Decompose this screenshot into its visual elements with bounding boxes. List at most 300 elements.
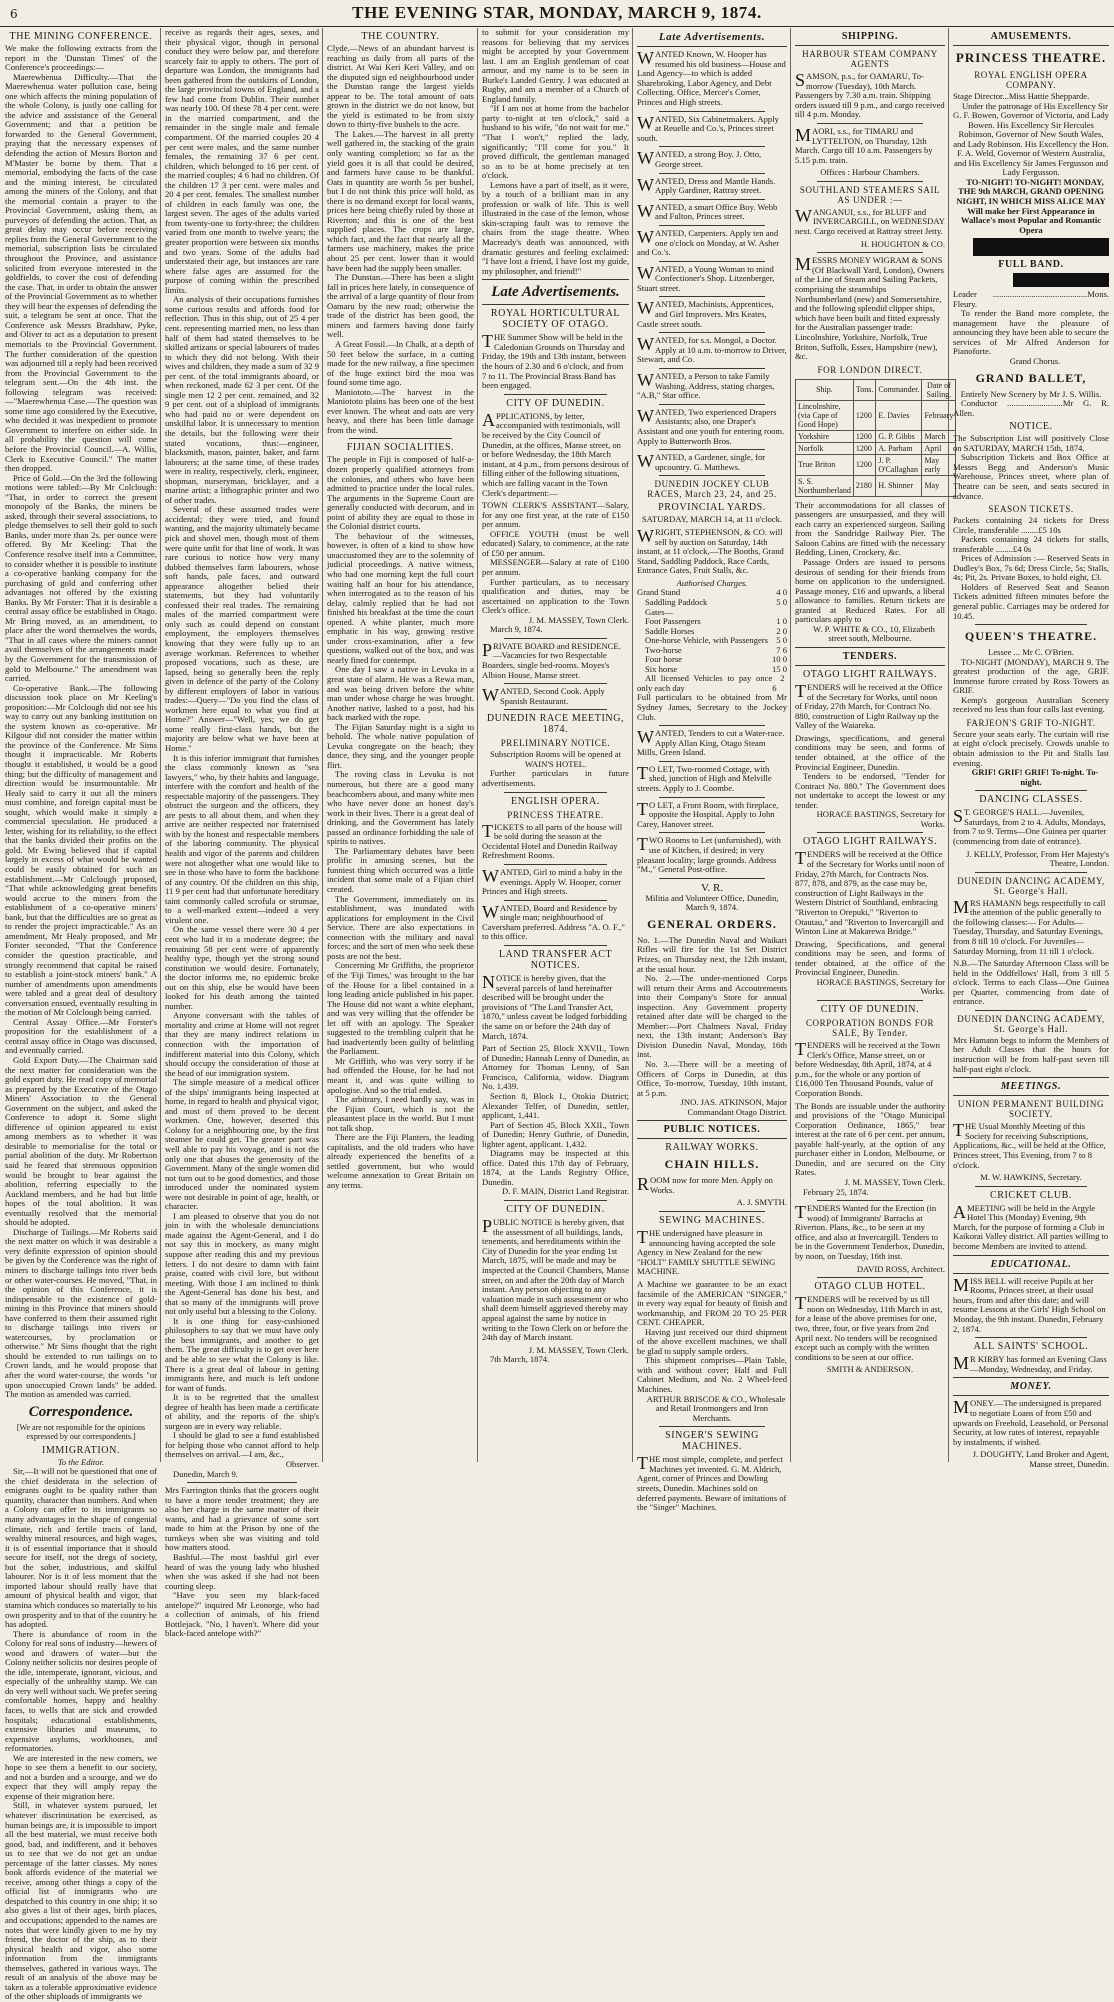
article-paragraph: Clyde.—News of an abundant harvest is reaching us daily from all parts of the district. At Wai Keri Keri Valley, and on the disputed sign ed neighbourhood under the Dunstan range the largest yields appear to be. The total amount of oats grown in the district we do not know, but the yield is estimated to be from sixty down to thirty-five bushels to the acre. bbox=[327, 43, 474, 130]
ad-line: Drawings, specifications, and general conditions may be seen, and forms of tender obtained, at the office of the Provincial Engineer, Dunedin. bbox=[795, 732, 945, 772]
ad-line: Packets containing 24 tickets for stalls, transferable ........£4 0s bbox=[953, 534, 1109, 554]
article-paragraph: The Lakes.—The harvest in all pretty well gathered in, the stacking of the grain only wanting completion; so far as the yield goes it is all that could be desired, and farmers have cause to be thankful. Oats in quantity are worth 5s per bushel, but I do not think this price will hold, as there is no demand except for local wants, prices here being chiefly ruled by those at Riverton; and this is one of the best supplied places. The crops are large, which fact, and the fact that nearly all the farmers use machinery, makes the price about 25 per cent. lower than it would have been had the supply been smaller. bbox=[327, 128, 474, 273]
charge-label: All licensed Vehicles to pay once only each day bbox=[637, 673, 773, 693]
article-paragraph: Price of Gold.—On the 3rd the following motions were tabled:—By Mr Colclough: "That, in order to correct the present monopoly of the Banks, the miners be asked, through their several associations, to pledge themselves to sell their gold to such Banks, under more than 2s. per ounce were offered. By Mr Keeling: That the Conference resolve itself into a Committee, to consider whether it is possible to institute a co-operative banking company for the purchasing of gold and conferring other advantages not offered by the existing Banks. By Mr Forster: That it is desirable a central assay office be established in Otago. Mr Bring moved, as an amendment, to place after the word themselves the words, "That in all cases where the miners cannot avail themselves of the arrangements made by the Government for the transmission of gold to Melbourne." The amendment was carried. bbox=[5, 472, 157, 684]
ad-heading: CITY OF DUNEDIN. bbox=[506, 1203, 605, 1215]
divider bbox=[817, 252, 923, 253]
ad-heading: LAND TRANSFER ACT NOTICES. bbox=[498, 949, 613, 972]
ad-heading: UNION PERMANENT BUILDING SOCIETY. bbox=[957, 1099, 1105, 1120]
letter-paragraph: Still, in whatever system pursued, let whatever discrimination be exercised, as human beings are, it is impossible to import all the best material, we must receive both good, bad, and indifferent, and it behoves us to see that we do not get an undue percentage of the latter classes. My notes book affords evidence of the material we receive, among other things a copy of the official list of immigrants who are despatched to this country in one ship; it so also gives a list of their ages, birth places, and occupations; appended to the names are notes that were kindly given to me by my friend, the doctor of the ship, as to their physical health and vigor, also some information from the immigrants themselves, gathered in various ways. The result of an analysis of the above may be taken as a tolerable approximative evidence of the other shiploads of immigrants we bbox=[5, 1800, 157, 2002]
divider bbox=[953, 1273, 1109, 1274]
ad-subheading: Authorised Charges. bbox=[676, 577, 748, 588]
advertisement: TENDERS will be received at the Office of the Secretary for Works until noon of Friday, 27th March, for Contracts Nos. 877, 878, and 879, as the case may be, construction of Light Railways in the Western District of Southland, embracing "Riverton to Orepuki," "Riverton to Otautau," and "Riverton to Invercargill and Winton Line at Makarewa Bridge." bbox=[795, 848, 945, 937]
newspaper-title: THE EVENING STAR, MONDAY, MARCH 9, 1874. bbox=[352, 3, 762, 22]
article-paragraph: The Parliamentary debates have been prolific in amusing scenes, but the funniest thing which occurred was a little incident that some male of a Fijian chief created. bbox=[327, 845, 474, 895]
divider bbox=[953, 1095, 1109, 1096]
ad-line: OFFICE YOUTH (must be well educated) Salary, to commence, at the rate of £50 per annum. bbox=[482, 528, 629, 558]
money-heading: MONEY. bbox=[1010, 1381, 1052, 1393]
article-paragraph: There are the Fiji Planters, the leading capitalists, and the old traders who have already experienced the benefits of a settled government, but who would welcome annexation to Great Britain on any terms. bbox=[327, 1132, 474, 1190]
divider bbox=[817, 123, 923, 124]
ad-heading: RAILWAY WORKS. bbox=[665, 1142, 759, 1154]
ad-line: The Subscription List will positively Close on SATURDAY, MARCH 15th, 1874. bbox=[953, 433, 1109, 453]
table-cell: Norfolk bbox=[796, 442, 854, 454]
ad-heading: OTAGO CLUB HOTEL. bbox=[814, 1281, 926, 1293]
divider bbox=[504, 683, 607, 684]
ad-line: TO-NIGHT! TO-NIGHT! MONDAY, THE 9th MARCH, GRAND OPENING NIGHT, IN WHICH MISS ALICE MAY Will make her First Appearance in Wallace's most Popular and Romantic Opera bbox=[956, 176, 1106, 235]
article-paragraph: We make the following extracts from the report in the 'Dunstan Times' of the Conference's proceedings:— bbox=[5, 43, 157, 73]
ad-heading: ROYAL HORTICULTURAL SOCIETY OF OTAGO. bbox=[490, 308, 621, 331]
ad-line: A Machine we guarantee to be an exact facsimile of the AMERICAN "SINGER," in every way equal for beauty of finish and workmanship, and FROM 20 TO 25 PER CENT. CHEAPER. bbox=[637, 1279, 787, 1328]
column-rule bbox=[160, 28, 161, 1462]
ad-line: Lessee ... Mr C. O'Brien. bbox=[988, 647, 1074, 658]
advertisement: THE Usual Monthly Meeting of this Society for receiving Subscriptions, Applications, &c., will be held at the Office, Princes street, This Evening, from 7 to 8 o'clock. bbox=[953, 1120, 1106, 1170]
ad-line: Their accommodations for all classes of passengers are unsurpassed, and they will each carry an experienced surgeon. Sailing from the Sandridge Railway Pier. The Saloon Cabins are fitted with the necessary Bedding, Linen, Crockery, &c. bbox=[795, 499, 945, 558]
ad-line: Stage Director...Miss Hattie Shepparde. bbox=[953, 91, 1090, 101]
page-number: 6 bbox=[10, 7, 18, 21]
table-cell: Yorkshire bbox=[796, 430, 854, 442]
article-paragraph: The people in Fiji is composed of half-a-dozen properly qualified attorneys from the colonies, and others who have been admitted to practice under the local rules. The arguments in the Supreme Court are generally conducted with decorum, and in point of ability they are equal to those in the Colonial district courts. bbox=[327, 454, 474, 532]
ad-signature: W. P. WHITE & CO., 10, Elizabeth street south, Melbourne. bbox=[813, 623, 935, 644]
ad-heading: DANCING CLASSES. bbox=[979, 794, 1083, 806]
advertisement: MAORI, s.s., for TIMARU and LYTTELTON, on Thursday, 12th March. Cargo till 10 a.m. Passengers by 5.15 p.m. train. bbox=[795, 124, 933, 165]
ad-line: Mrs Hamann begs to inform the Members of her Adult Classes that the hours for instruction will be from half-past seven till half-past eight o'clock. bbox=[953, 1034, 1109, 1074]
shipping-table bbox=[795, 379, 956, 497]
correspondence-note: [We are not responsible for the opinions expressed by our correspondents.] bbox=[16, 1422, 146, 1442]
charge-label: Two-horse bbox=[645, 644, 682, 655]
divider bbox=[504, 864, 607, 865]
charge-value: 2 0 bbox=[776, 625, 787, 636]
divider bbox=[659, 296, 765, 297]
table-header: Date of Sailing. bbox=[922, 379, 956, 400]
advertisement: TO LET, Two-roomed Cottage, with shed, junction of High and Melville streets. Apply to J. Coombe. bbox=[637, 762, 772, 794]
column-rule bbox=[322, 28, 323, 1462]
table-row bbox=[796, 400, 956, 430]
ad-line: Subscription Rooms will be opened at WAIN'S HOTEL. bbox=[489, 749, 622, 769]
meetings-heading: MEETINGS. bbox=[1000, 1081, 1062, 1093]
table-header: Tons. bbox=[853, 379, 875, 400]
ad-line: MESSENGER—Salary at rate of £100 per annum. bbox=[482, 557, 629, 577]
charge-value: 15 0 bbox=[771, 663, 787, 674]
ad-signature: A. J. SMYTH. bbox=[736, 1197, 787, 1208]
table-cell: 1200 bbox=[853, 454, 875, 475]
column-3 bbox=[324, 28, 477, 1464]
article-paragraph: Bashful.—The most bashful girl ever heard of was the young lady who blushed when she was asked if she had not been courting sleep. bbox=[165, 1551, 319, 1591]
advertisement: WANTED, Two experienced Drapers Assistants; also, one Draper's Assistant and one youth for entering room. Apply to Butterworth Bros. bbox=[637, 405, 785, 446]
divider bbox=[637, 46, 787, 47]
table-header: Ship. bbox=[796, 379, 854, 400]
correspondence-heading: Correspondence. bbox=[28, 1403, 134, 1420]
divider bbox=[817, 832, 923, 833]
letter-paragraph: On the same vessel there were 30 4 per cent who had it to a moderate degree; the remaining 58 per cent were of apparently healthy type, though yet the strong sound constitution we would desire. Fortunately, the doctor informs me, no epidemic broke out on this ship, else he would have been looked for his death among the tainted number. bbox=[165, 924, 319, 1011]
ad-heading: HARBOUR STEAM COMPANY AGENTS bbox=[802, 49, 938, 69]
ad-heading: CITY OF DUNEDIN. bbox=[506, 397, 605, 409]
charge-label: One-horse Vehicle, with Passengers bbox=[645, 635, 768, 646]
ad-line: TO-NIGHT (MONDAY), MARCH 9. The greatest production of the age, GRIF. Immense furore created by Ross Towers as GRIF. bbox=[953, 656, 1109, 696]
divider bbox=[975, 790, 1087, 791]
advertisement: WANTED, Board and Residence by single man; neighbourhood of Caversham preferred. Address "A. O. F.," to this office. bbox=[482, 901, 625, 942]
ad-heading: SINGER'S SEWING MACHINES. bbox=[665, 1430, 759, 1453]
divider bbox=[504, 709, 607, 710]
table-cell: J. P. O'Callaghan bbox=[876, 454, 922, 475]
advertisement: TENDERS will be received at the Town Clerk's Office, Manse street, on or before Wednesday, 8th April, 1874, at 4 p.m., for the whole or any portion of £16,000 Ten Thousand Pounds, value of Corporation Bonds. bbox=[795, 1039, 940, 1098]
divider bbox=[659, 111, 765, 112]
divider bbox=[504, 1200, 607, 1201]
charge-value: 4 0 bbox=[776, 587, 787, 598]
ad-heading: PUBLIC NOTICES. bbox=[663, 1124, 761, 1136]
advertisement: WANTED, a Gardener, single, for upcountry. G. Matthews. bbox=[637, 451, 766, 472]
table-row bbox=[796, 454, 956, 475]
advertisement: WANTED, Dress and Mantle Hands. Apply Gardiner, Rattray street. bbox=[637, 174, 776, 196]
advertisement: MESSRS MONEY WIGRAM & SONS (Of Blackwall Yard, London), Owners of the Line of Steam and Sailing Packets, comprising the steamships Northumberland (new) and Somersetshire, and the following splendid clipper ships, which have been built and fitted expressly for the Australian passenger trade: Lincolnshire, Yorkshire, Norfolk, True Briton, Suffolk, Essex, Hampshire (new), &c. bbox=[795, 254, 945, 362]
to-the-editor: To the Editor. bbox=[57, 1456, 105, 1467]
divider bbox=[637, 1120, 787, 1121]
advertisement: WANTED, Second Cook. Apply Spanish Restaurant. bbox=[482, 685, 605, 706]
table-cell: 1200 bbox=[853, 430, 875, 442]
divider bbox=[504, 945, 607, 946]
column-rule bbox=[477, 28, 478, 1462]
column-rule bbox=[632, 28, 633, 1462]
article-paragraph: The Government, immediately on its establishment, was inundated with applications for employment in the Civil Service. There are also expectations in connection with the military and naval forces; and the sort of men who seek these posts are not the best. bbox=[327, 893, 474, 961]
divider bbox=[953, 1377, 1109, 1378]
table-row bbox=[796, 442, 956, 454]
divider bbox=[349, 438, 452, 439]
masthead bbox=[0, 0, 1114, 27]
divider bbox=[659, 173, 765, 174]
ad-line: To render the Band more complete, the management have the pleasure of announcing they have been able to secure the services of Mr Alfred Anderson for Pianoforte. bbox=[953, 308, 1109, 357]
ad-heading: PRINCESS THEATRE. bbox=[955, 50, 1107, 65]
table-cell: G. P. Gibbs bbox=[876, 430, 922, 442]
ad-line: Subscription Tickets and Box Office at Messrs Begg and Anderson's Music Warehouse, Princes street, where plan of Theatre can be seen, and seats secured in advance. bbox=[953, 452, 1109, 501]
column-5 bbox=[634, 28, 790, 1513]
ad-heading: OTAGO LIGHT RAILWAYS. bbox=[802, 668, 938, 680]
educational-heading: EDUCATIONAL. bbox=[990, 1258, 1072, 1270]
advertisement: TENDERS will be received at the Office of the Secretary for Works, until noon of Friday, 27th March, for Contract No. 880, construction of Light Railway up the Valley of the Waiareka. bbox=[795, 680, 943, 731]
advertisement: ST. GEORGE'S HALL.—Juveniles, Saturdays, from 2 to 4. Adults, Mondays, from 7 to 9. Terms—One Guinea per quarter (commencing from date of entrance). bbox=[953, 806, 1107, 846]
article-paragraph: Discharge of Tailings.—Mr Roberts said the next matter on which it was desirable a very definite expression of opinion should be given by the Conference was the right of miners to discharge tailings into river beds or other water-courses. He moved, "That, in the opinion of this Conference, it is indispensable to the existence of gold-mining in this Province that miners should have conferred to them their assumed right to discharge tailings into rivers or watercourses, by proclamation or otherwise." Mr Sims thought that the right should be extended to run tailings on to Crown lands, and he would propose that after the word water-course, the words "or upon unoccupied Crown lands" be added. The motion as amended was carried. bbox=[5, 1226, 157, 1400]
letter-date: Dunedin, March 9. bbox=[173, 1468, 238, 1479]
ad-heading: CHAIN HILLS. bbox=[664, 1157, 760, 1172]
ad-heading: OTAGO LIGHT RAILWAYS. bbox=[802, 836, 938, 848]
ad-line: GRIF! GRIF! GRIF! To-night. To-night. bbox=[971, 767, 1099, 787]
letter-paragraph: receive as regards their ages, sexes, and their physical vigor, though in personal conduct they were below par, and therefore scarcely fair to apply to others. The port of departure was London, the immigrants had been gathered from the outskirts of London, the large provincial towns of England, and a few had come from Dublin. Their number was nearly 100. Of these 78 4 per cent. were in the married compartment, and the remainder in the single male and female compartment. Of the married couples 20 4 per cent were males, and the same number females, the remaining 37 6 per cent. children, which belonged to 16 per cent. of the married couples; 4 6 had no children. Of the children 17 3 per cent. were males and 20 4 per cent. females. The smallest number of children in each family was one, the largest seven. The ages of the adults varied from twenty-one to forty-three; the children varied from one month to twelve years; the greater proportion were between six months and two years. Some of the adults had understated their age, but instances are rare where false ages are assumed for the purpose of coming within the prescribed limits. bbox=[165, 27, 319, 295]
advertisement: WANTED, Girl to mind a baby in the evenings. Apply W. Hooper, corner Princes and High streets. bbox=[482, 865, 623, 897]
table-cell: S. S. Northumberland bbox=[796, 475, 854, 496]
ad-heading: QUEEN'S THEATRE. bbox=[964, 629, 1098, 644]
immigration-heading: IMMIGRATION. bbox=[41, 1444, 121, 1456]
ad-signature: H. HOUGHTON & CO. bbox=[860, 238, 945, 249]
letter-paragraph: It is one thing for easy-cushioned philosophers to say that we must have only the best immigrants, and another to get them. The great difficulty is to get over here and be able to see what the Colony is like. There is a great deal of labour in getting immigrants here, and much is left undone for want of funds. bbox=[165, 1315, 319, 1393]
letter-paragraph: The simple measure of a medical officer of the ships' immigrants being inspected at home, in regard to health and physical vigor, and most of them proved to be decent workmen. One, however, deserted this Colony for a neighbouring one, by the first steamer he could get. The greater part was well able to pay his voyage, and is not the only one that abuses the generosity of the Government. Many of the single women did not turn out to be good domestics, and those introduced under the nominated system were not desirable in point of age, health, or character. bbox=[165, 1077, 319, 1212]
divider bbox=[504, 638, 607, 639]
ad-line: Part of Section 25, Block XXVII., Town of Dunedin; Hannah Lenny of Dunedin, as Attorney for Thomas Lenny, of San Francisco, California, widow. Diagram No. 1,439. bbox=[482, 1043, 629, 1092]
ad-heading: PROVINCIAL YARDS. bbox=[658, 502, 766, 514]
advertisement: MR KIRBY has formed an Evening Class—Monday, Wednesday, and Friday. bbox=[953, 1353, 1107, 1374]
divider bbox=[504, 792, 607, 793]
advertisement: PUBLIC NOTICE is hereby given, that the assessment of all buildings, lands, tenements, and hereditaments within the City of Dunedin for the year ending 1st March, 1875, will be made and may be inspected at the Council Chambers, Manse street, on and after the 20th day of March instant. Any person objecting to any valuation made in such assessment or who shall deem himself aggrieved thereby may appeal against the same by notice in writing to the Town Clerk on or before the 24th day of March instant. bbox=[482, 1215, 630, 1343]
article-paragraph: Central Assay Office.—Mr Forster's proposition for the establishment of a central assay office in Otago was discussed, and eventually carried. bbox=[5, 1016, 157, 1056]
ad-signature: HORACE BASTINGS, Secretary for Works. bbox=[816, 976, 945, 997]
advertisement: WANTED, Carpenters. Apply ten and one o'clock on Monday, at W. Asher and Co.'s. bbox=[637, 226, 780, 258]
advertisement: THE undersigned have pleasure in announcing having accepted the sole Agency in New Zealand for the new "HOLT" FAMILY SHUTTLE SEWING MACHINE. bbox=[637, 1227, 776, 1277]
article-paragraph: "If I am not at home from the bachelor party to-night at ten o'clock," said a husband to his wife, "do not wait for me." "That I won't," replied the lady, significantly; "I'll come for you." It proved difficult, the gentleman managed so as to be at home precisely at ten o'clock. bbox=[482, 103, 629, 181]
divider bbox=[817, 1200, 923, 1201]
article-paragraph: The Fijian Saturday night is a sight to behold. The whole native population of Levuka congregate on the beach; they dance, they sing, and the younger people flirt. bbox=[327, 721, 474, 770]
advertisement: WANTED, Machinists, Apprentices, and Girl Improvers. Mrs Keates, Castle street south. bbox=[637, 298, 774, 329]
advertisement: WANTED Known, W. Hooper has resumed his old business—House and Land Agency—to which is added Sharebroking, Labor Agency, and Debt Collecting. Office, Mercer's Corner, Princes and High streets. bbox=[637, 48, 786, 107]
column-rule bbox=[790, 28, 791, 1462]
ad-line: Diagrams may be inspected at this office. Dated this 17th day of February, 1874, at the Lands Registry Office, Dunedin. bbox=[482, 1148, 629, 1187]
column-4 bbox=[479, 28, 632, 1464]
ad-subheading: CORPORATION BONDS FOR SALE, By Tender. bbox=[805, 1018, 935, 1039]
advertisement: MONEY.—The undersigned is prepared to negotiate Loans of from £50 and upwards on Freehold, Leasehold, or Personal Security, at low rates of interest, repayable by instalments, if wished. bbox=[953, 1397, 1109, 1447]
ad-line: The Bonds are issuable under the authority and provisions of the "Otago Municipal Corporation Ordinance, 1865," bear interest at the rate of 6 per cent. per annum, payable half-yearly, at the option of any purchaser either in London, Melbourne, or Dunedin, and are secured on the City Rates. bbox=[795, 1100, 945, 1178]
ad-heading: SEWING MACHINES. bbox=[659, 1215, 765, 1227]
article-paragraph: Gold Export Duty.—The Chairman said the next matter for consideration was the gold export duty. He read copy of memorial as prepared by the Executive of the Otago Miners' Association to the General Government on the subject, and asked the Conference to adopt it. Some slight difference of opinion appeared to exist among members as to whether it was desirable to memorialise for the total or partial abolition of the duty. Mr Robertson said he feared that strenuous opposition would be brought to bear against the abolition, referring especially to the Auckland members, and he had but little hopes of the total abolition. It was eventually resolved that the memorial should be adopted. bbox=[5, 1054, 157, 1228]
ad-line: Kemp's gorgeous Australian Scenery received no less than four calls last evening. bbox=[953, 694, 1109, 715]
ad-line: Tenders to be endorsed, "Tender for Contract No. 880." The Government does not undertake to accept the lowest or any tender. bbox=[795, 771, 945, 810]
letter-paragraph: An analysis of their occupations furnishes some curious results and affords food for reflection. Thus in this ship, out of 25 4 per cent. representing married men, no less than half of them had stated themselves to be skilled artizans or special labourers of trades to which they did not belong. With their wives and children, they made a sum of 32 9 per cent. of the total immigrants aboard, or when reckoned, made 62 3 per cent. Of the single men 12 2 per cent. remained, and 32 9 per cent. out of a shipload of immigrants who had paid no or were dependent on unskilful labor. It is unnecessary to mention the details, but the following were their stated vocations, thus:—engineer, blacksmith, mason, painter, baker, and farm labourers; at the same time, of these trades were in reality, respectively, clerk, engineer, shopman, nurseryman, bricklayer, and a marine artist; a lithographic printer and two of other trades. bbox=[165, 294, 319, 505]
mining-conference-heading: THE MINING CONFERENCE. bbox=[9, 31, 153, 42]
table-header-row bbox=[796, 379, 956, 400]
ad-heading: CITY OF DUNEDIN. bbox=[820, 1004, 920, 1016]
ad-signature: J. M. MASSEY, Town Clerk. bbox=[528, 1344, 629, 1355]
ad-line: TOWN CLERK'S ASSISTANT—Salary, for any one first year, at the rate of £150 per annum. bbox=[482, 500, 629, 530]
ad-line: Under the patronage of His Excellency Sir G. F. Bowen, Governor of Victoria, and Lady Bowen. His Excellency Sir Hercules Robinson, Governor of New South Wales, and Lady Robinson. His Excellency the Hon. F. A. Weld, Governor of Western Australia, and His Excellency Sir James Fergusson and Lady Fergusson. bbox=[953, 100, 1109, 178]
table-cell: A. Parham bbox=[876, 442, 922, 454]
divider bbox=[187, 1482, 297, 1483]
divider bbox=[659, 225, 765, 226]
advertisement: WANTED, a smart Office Boy. Webb and Fulton, Princes street. bbox=[637, 200, 778, 222]
ad-heading: DUNEDIN RACE MEETING, 1874. bbox=[486, 713, 625, 736]
divider bbox=[659, 797, 765, 798]
divider bbox=[975, 624, 1087, 625]
advertisement: AMEETING will be held in the Argyle Hotel This (Monday) Evening, 9th March, for the purpose of forming a Club in Kaikorai Valley district. All parties willing to become Members are invited to attend. bbox=[953, 1201, 1109, 1252]
table-cell: May early bbox=[922, 454, 956, 475]
divider bbox=[953, 1255, 1109, 1256]
article-paragraph: The behaviour of the witnesses, however, is often of a kind to show how unaccustomed they are to the solemnity of judicial proceedings. A native witness, who had one morning kept the full court waiting half an hour for his attendance, when interrogated as to the reason of his delay, calmly replied that he had not finished his breakfast at the time the court opened. A white planter, much more emphatic in his way, growing restive under cross-examination, after a few questions, walked out of the box, and was nearly fined for contempt. bbox=[327, 530, 474, 665]
ad-line: Militia and Volunteer Office, Dunedin, March 9, 1874. bbox=[645, 892, 779, 913]
charge-label: Foot Passengers bbox=[645, 616, 701, 627]
divider bbox=[659, 368, 765, 369]
charge-label: Saddling Paddock bbox=[645, 596, 708, 607]
divider bbox=[975, 1186, 1087, 1187]
table-cell: Lincolnshire, (via Cape of Good Hope) bbox=[796, 400, 854, 430]
divider bbox=[659, 878, 765, 879]
ad-date: February 25, 1874. bbox=[803, 1186, 869, 1197]
ad-line: Having just received our third shipment of the above excellent machines, we shall be glad to supply sample orders. bbox=[637, 1326, 787, 1356]
advertisement: WANGANUI, s.s., for BLUFF and INVERCARGILL, on WEDNESDAY next. Cargo received at Rattray street Jetty. bbox=[795, 205, 945, 237]
divider bbox=[975, 1010, 1087, 1011]
table-cell: March bbox=[922, 430, 956, 442]
ad-signature: SMITH & ANDERSON. bbox=[826, 1364, 914, 1375]
ad-line: Conductor ..........................Mr G. R. Allen. bbox=[953, 398, 1109, 418]
table-cell: February bbox=[922, 400, 956, 430]
charge-value: 5 0 bbox=[776, 596, 787, 607]
table-cell: 1200 bbox=[853, 400, 875, 430]
letter-paragraph: We are interested in the new comers, we hope to see them a benefit to our society, and not a burden and a scourge, and we do expect that they will amply repay the expense of their migration here. bbox=[5, 1752, 157, 1801]
table-cell: True Briton bbox=[796, 454, 854, 475]
ad-subheading: ROYAL ENGLISH OPERA COMPANY. bbox=[974, 70, 1088, 90]
table-cell: E. Davies bbox=[876, 400, 922, 430]
ad-date: March 9, 1874. bbox=[490, 624, 543, 635]
charge-label: Four horse bbox=[645, 654, 682, 665]
ad-line: Prices of Admission :— Reserved Seats in Dudley's Box, 7s 6d; Dress Circle, 5s; Stalls, 4s; Pit, 2s. Private Boxes, to hold eight, £3. bbox=[953, 553, 1109, 583]
advertisement: WANTED, a Young Woman to mind Confectioner's Shop. Litzenberger, Stuart street. bbox=[637, 262, 775, 293]
table-cell: 1200 bbox=[853, 442, 875, 454]
late-advertisements-heading: Late Advertisements. bbox=[491, 284, 620, 301]
ad-line: Passage Orders are issued to persons desirous of sending for their friends from home on application to the undersigned. Passage money, £16 and upwards, a liberal allowance to families. Return tickets are granted at Reduced Rates. For all particulars apply to bbox=[795, 557, 945, 625]
divider bbox=[795, 647, 945, 648]
charge-value: 1 0 bbox=[776, 616, 787, 627]
divider bbox=[795, 45, 945, 46]
article-paragraph: Co-operative Bank.—The following discussion took place on Mr Keeling's proposition:—Mr Colclough did not see his way to carry out any banking institution on the system known as co-operative. Mr Kilgour did not consider the matter within the province of the Conference. Mr Sims thought it impracticable. Mr Roberts thought it established, it would be a good thing; but the difficulty of management and direction would be insurmountable. Mr Healy said to carry it out all the miners must combine, and foreign capital must be sought, which would make it simply a commercial speculation. He produced a letter, wishing for its reliability, to the effect that the banks divided their profits on the gold. Mr Ewing believed that if capital largely in excess of what would be wanted could be easily obtained for such an establishment.—Mr Colclough proposed, "That while acknowledging great benefits would accrue to the miners from the establishment of a co-operative miners' bank, but that the difficulties are so great as to render the project impracticable." As an amendment, Mr Healy proposed, and Mr Forster seconded, "That the Conference consider the question practicable, and strongly recommend that capital be raised to establish a joint-stock miners' bank." A number of amendments upon amendments were tabled and a great deal of desultory conversation ensued, eventually resulting in the motion of Mr Colclough being carried. bbox=[5, 682, 157, 1018]
ad-line: No. 2.—The under-mentioned Corps will return their Arms and Accoutrements into their Company's Store for annual inspection. Any Government property retained after date will be charged to the Member:—Port Chalmers Naval, Friday next, the 13th instant; Anderson's Bay Division Dunedin Naval, Monday, 16th inst. bbox=[637, 973, 787, 1060]
ad-date: 7th March, 1874. bbox=[490, 1354, 550, 1365]
divider bbox=[795, 665, 945, 666]
divider bbox=[817, 1277, 923, 1278]
advertisement: PRIVATE BOARD and RESIDENCE.—Vacancies for two Respectable Boarders, single bed-rooms. Moyes's Albion House, Manse street. bbox=[482, 639, 621, 680]
ad-subheading: PRINCESS THEATRE. bbox=[507, 809, 604, 820]
divider bbox=[817, 1000, 923, 1001]
letter-paragraph: I should be glad to see a fund established for helping those who cannot afford to help themselves on arrival.—I am, &c., bbox=[165, 1430, 319, 1460]
letter-paragraph: Anyone conversant with the tables of mortality and crime at Home will not regret that they are many indirect relations in connection with the importation of indifferent material into this Colony, which should occupy the consideration of those at the head of our immigration system. bbox=[165, 1010, 319, 1078]
fijian-socialities-heading: FIJIAN SOCIALITIES. bbox=[346, 442, 455, 454]
royal-cipher: V. R. bbox=[700, 881, 724, 894]
divider bbox=[659, 449, 765, 450]
ad-line: Holders of Reserved Seat and Season Tickets admitted fifteen minutes before the general public. Carriages may be ordered for 10.45. bbox=[953, 581, 1109, 621]
advertisement: APPLICATIONS, by letter, accompanied with testimonials, will be received by the City Council of Dunedin, at the offices, Manse street, on or before Wednesday, the 18th March instant, at 4 p.m., from persons desirous of filling either of the following situations, which are falling vacant in the Town Clerk's department:— bbox=[482, 409, 629, 498]
late-advertisements-heading: Late Advertisements. bbox=[658, 31, 766, 43]
divider bbox=[817, 181, 923, 182]
ad-heading: CRICKET CLUB. bbox=[989, 1189, 1073, 1201]
advertisement: WANTED, Six Cabinetmakers. Apply at Reuelle and Co.'s, Princes street south. bbox=[637, 112, 779, 143]
the-country-heading: THE COUNTRY. bbox=[361, 31, 440, 42]
advertisement: MISS BELL will receive Pupils at her Rooms, Princes street, at their usual hours, from and after this date; and will resume Lessons at the Girls' High School on Monday, the 9th instant. Dunedin, February 2, 1874. bbox=[953, 1274, 1106, 1334]
divider bbox=[953, 45, 1109, 46]
table-row bbox=[796, 430, 956, 442]
ad-heading: DUNEDIN DANCING ACADEMY, St. George's Hall. bbox=[957, 875, 1105, 896]
advertisement: THE most simple, complete, and perfect Machines yet invented. G. M. Aldrich, Agent, corner of Princes and Dowling streets, Dunedin. Machines sold on deferred payments. Beware of imitations of the "Singer" Machines. bbox=[637, 1453, 787, 1513]
table-cell: May bbox=[922, 475, 956, 496]
ad-heading: DUNEDIN JOCKEY CLUB RACES, March 23, 24, and 25. bbox=[647, 479, 777, 500]
charge-value: 5 0 bbox=[776, 635, 787, 646]
table-cell: H. Shinner bbox=[876, 475, 922, 496]
divider bbox=[659, 261, 765, 262]
ad-heading: GRAND BALLET, bbox=[975, 370, 1087, 385]
advertisement: WANTED, for s.s. Mongol, a Doctor. Apply at 10 a.m. to-morrow to Driver, Stewart, and Co. bbox=[637, 334, 787, 365]
amusements-heading: AMUSEMENTS. bbox=[990, 31, 1072, 42]
divider bbox=[659, 332, 765, 333]
article-paragraph: The arbitrary, I need hardly say, was in the Fijian Court, which is not the pleasantest place in the world. But I must not talk shop. bbox=[327, 1094, 474, 1133]
advertisement: WANTED, a Person to take Family Washing. Address, stating charges, "A.B," Star office. bbox=[637, 370, 775, 401]
ad-line: Further particulars in future advertisements. bbox=[482, 768, 629, 788]
ad-subheading: FARJEON'S GRIF TO-NIGHT. bbox=[966, 717, 1096, 728]
ad-heading: FOR LONDON DIRECT. bbox=[817, 364, 923, 375]
ad-signature: M. W. HAWKINS, Secretary. bbox=[980, 1172, 1082, 1183]
ad-heading: ALL SAINTS' SCHOOL. bbox=[973, 1341, 1089, 1353]
ad-line: Full particulars to be obtained from Mr Sydney James, Secretary to the Jockey Club. bbox=[637, 692, 787, 722]
divider bbox=[975, 872, 1087, 873]
letter-paragraph: There is abundance of room in the Colony for real sons of industry—hewers of wood and drawers of water—but the Colony neither solicits nor desires people of the idle, intemperate, ignorant, vicious, and especially of the unhealthy stamp. We can do very well without such. We prefer seeing comfortable homes, happy and healthy faces, to wells that are sick and crowded hospitals; educational establishments, extensive libraries and museums, to expensive asylums, workhouses, and reformatories. bbox=[5, 1628, 157, 1754]
divider bbox=[953, 1077, 1109, 1078]
advertisement: THE Summer Show will be held in the Caledonian Grounds on Thursday and Friday, the 19th and 13th instant, between the hours of 2.30 and 6 o'clock, and from 7 to 11. The Provincial Brass Band has been engaged. bbox=[482, 331, 627, 391]
article-paragraph: Lemons have a part of itself, as it were, by a touch of a brilliant man in any profession or walk of life. This is well illustrated in the case of the lemon, whose skin-scraping fault was to remove the chairs from the stage theatre. When Macready's death was announced, with dramatic gestures and feeling exclaimed: "I have lost a friend, I have lost my guide, my philosopher, and friend!" bbox=[482, 179, 629, 276]
divider bbox=[482, 304, 629, 305]
divider bbox=[953, 1395, 1109, 1396]
letter-paragraph: It is this inferior immigrant that furnishes the class commonly known as "sea lawyers," who, by their habits and language, interfere with the comfort and health of the respectable majority of the passengers. They obstruct the surgeon and the officers, they are pests to all about them, and when they arrive are neither respected nor fraternised with by the honest and respectable members of the laboring community. The physical health and vigor of the parents and children were not altogether what one would like to see in those who have to form the backbone of any country. Of the children on this ship, 11 9 per cent had that unfortunate hereditary taint commonly called scrofula or strumae, to a well-marked extent—indeed a very virulent one. bbox=[165, 752, 319, 925]
charge-label: Saddle Horses bbox=[645, 625, 695, 636]
advertisement: ROOM now for more Men. Apply on Works. bbox=[637, 1174, 773, 1195]
ad-subheading: NOTICE. bbox=[1009, 421, 1053, 433]
advertisement: TICKETS to all parts of the house will be sold during the season at the Occidental Hotel and Dunedin Railway Refreshment Rooms. bbox=[482, 820, 623, 861]
divider bbox=[659, 1211, 765, 1212]
ad-signature: J. KELLY, Professor, From Her Majesty's Theatre, London. bbox=[966, 848, 1109, 869]
divider bbox=[482, 279, 629, 280]
charge-label: Six horse bbox=[645, 663, 678, 674]
article-paragraph: Concerning Mr Griffiths, the proprietor of the 'Fiji Times,' was brought to the bar of the House for a libel contained in a long leading article published in his paper. The House did not want a white elephant, and was very willing that the offender be let off with an apology. The Speaker suggested to the trembling culprit that he had inadvertently been guilty of belittling the Parliament. bbox=[327, 960, 474, 1057]
table-header: Commander. bbox=[876, 379, 922, 400]
column-6 bbox=[792, 28, 954, 1464]
advertisement: TWO Rooms to Let (unfurnished), with use of Kitchen, if desired; in very pleasant locality; large grounds. Address "M.," General Post-office. bbox=[637, 834, 781, 875]
ad-signature: JNO. JAS. ATKINSON, Major Commandant Otago District. bbox=[680, 1097, 787, 1117]
advertisement: TENDERS will be received by us till noon on Wednesday, 11th March in ast, for a lease of the above premises for one, two, three, four, or five years from 2nd April next. No tenders will be recognised except such as comply with the written conditions to be seen at our office. bbox=[795, 1293, 943, 1362]
letter-paragraph: It is to be regretted that the smallest degree of health has been made a certificate of ability, and the reports of the ship's surgeon are in every way reliable. bbox=[165, 1392, 319, 1431]
divider bbox=[504, 394, 607, 395]
ad-line: Section 8, Block I., Otokia District; Alexander Telfer, of Dunedin, settler, applicant, 1,441. bbox=[482, 1090, 629, 1121]
charge-value: 2 6 bbox=[772, 673, 785, 693]
ink-blot bbox=[1013, 273, 1109, 287]
ad-line: Further particulars, as to necessary qualification and duties, may be ascertained on application to the Town Clerk's office. bbox=[482, 576, 629, 616]
article-paragraph: Mr Griffith, who was very sorry if he had offended the House, for he had not meant it, and was quite willing to apologise. And so the trial ended. bbox=[327, 1055, 474, 1095]
ad-line: Drawing, Specifications, and general conditions may be seen, and forms of tender obtained, at the office of the Provincial Engineer, Dunedin. bbox=[795, 938, 945, 978]
article-paragraph: The Dunstan.—There has been a slight fall in prices here lately, in consequence of the arrival of a large quantity of flour from Oamaru by the new road; otherwise the trade of the district has been good, the miners and farmers having done fairly well. bbox=[327, 272, 474, 340]
ad-line: No. 3.—There will be a meeting of Officers of Corps in Dunedin, at this Office, To-morrow, Tuesday, 10th instant, at 5 p.m. bbox=[637, 1059, 787, 1098]
letter-signature: Observer. bbox=[285, 1459, 319, 1470]
ink-blot bbox=[973, 238, 1109, 256]
advertisement: SAMSON, p.s., for OAMARU, To-morrow (Tuesday), 10th March. Passengers by 7.30 a.m. train. Shipping orders issued till 9 p.m., and cargo received till 4 p.m. Monday. bbox=[795, 70, 945, 120]
tenders-heading: TENDERS. bbox=[842, 650, 898, 662]
advertisement: WRIGHT, STEPHENSON, & CO. will sell by auction on Saturday, 14th instant, at 11 o'clock,—The Booths, Grand Stand, Saddling Paddock, Race Cards, Entrance Gates, Fruit Stalls, &c. bbox=[637, 525, 784, 576]
divider bbox=[504, 900, 607, 901]
article-paragraph: Maniototo.—The harvest in the Maniototo plains has been one of the best ever known. The wheat and oats are very heavy, and there has been little damage from the wind. bbox=[327, 386, 474, 435]
ad-signature: J. DOUGHTY, Land Broker and Agent, Manse street, Dunedin. bbox=[972, 1449, 1109, 1469]
ad-signature: DAVID ROSS, Architect. bbox=[856, 1263, 945, 1274]
ad-signature: ARTHUR BRISCOE & CO., Wholesale and Retail Ironmongers and Iron Merchants. bbox=[646, 1393, 786, 1423]
letter-paragraph: I am pleased to observe that you do not join in with the wholesale denunciations made against the Agent-General, and I do not say this in mockery, as many might suppose after reading this and my previous letters. I do not desire to damn with faint praise, coated with civil lore, but without meeting. With those I am inclined to think the Agent-General has done his best, and that so many of the immigrants will prove not only useful but a blessing to the Colony. bbox=[165, 1210, 319, 1317]
column-7 bbox=[950, 28, 1112, 1469]
advertisement: MRS HAMANN begs respectfully to call the attention of the public generally to the following classes:— For Adults—Tuesday, Thursday, and Saturday Evenings, from 8 till 10 o'clock. For Juveniles—Saturday Morning, from 11 till 1 o'clock. bbox=[953, 896, 1106, 956]
ad-line: N.B.—The Saturday Afternoon Class will be held in the Oddfellows' Hall, from 3 till 5 o'clock. Terms to each Class—One Guinea per Quarter, commencing from date of entrance. bbox=[953, 958, 1109, 1007]
divider bbox=[659, 1426, 765, 1427]
ad-signature: D. F. MAIN, District Land Registrar. bbox=[501, 1186, 629, 1197]
letter-paragraph: Sir,—It will not be questioned that one of the chief desiderata in the selection of emigrants ought to be quality rather than quantity, character than numbers. And when a Colony can offer to its immigrants so many advantages in the shape of congenial climate, rich and fertile tracts of land, wealthy mineral resources, and high wages, it is of essential importance that it should secure for itself, not the dregs of society, but the sober, industrious, and skilful labourer. Nor is it of less moment that the imported labour should really have that amount of physical health and vigor, that stamina which conduces so materially to his own prosperity and to that of the country he has adopted. bbox=[5, 1466, 157, 1630]
ad-line: Packets containing 24 tickets for Dress Circle, transferable ........£5 10s bbox=[953, 515, 1109, 535]
ad-line: This shipment comprises—Plain Table, with and without cover; Half and Full Cabinet Medium, and No. 2 Wheel-feed Machines. bbox=[637, 1355, 787, 1395]
advertisement: TENDERS Wanted for the Erection (in wood) of Immigrants' Barracks at Riverton. Plans, &c., to be seen at my office, and also at Invercargill. Tenders to be in the Government Tenderbox, Dunedin, by noon, on Tuesday, 16th inst. bbox=[795, 1202, 945, 1262]
ad-signature: HORACE BASTINGS, Secretary for Works. bbox=[816, 809, 945, 829]
article-paragraph: "Have you seen my black-faced antelope?" inquired Mr Leonorge, who had a collection of animals, of his friend Bottlejack. "No, I haven't. Where did your black-faced antelope with?" bbox=[165, 1590, 319, 1639]
ad-subheading: PRELIMINARY NOTICE. bbox=[500, 738, 611, 749]
divider bbox=[659, 475, 765, 476]
charge-value: 7 6 bbox=[776, 644, 787, 655]
ad-subheading: FULL BAND. bbox=[998, 259, 1064, 271]
article-paragraph: Maerewhenua Difficulty.—That the Maerewhenua water pollution case, being one which affects the mining population of the whole Colony, is justly one calling for the advice and assistance of the General Government; and that a petition be forwarded to the General Government, praying that the necessary expenses of defending the action of Messrs Borton and M'Master be borne by them. That a memorial, embodying the facts of the case and the mining interest, be circulated among the miners of the Colony, and that the memorial contain a prayer to the Provincial Government, asking them, as purveyors of defending the action. That, as great delay may occur before receiving replies from the General Government to the memorial, subscription lists be circulated throughout the Province, and assistance solicited from everyone interested in the goldfields, to cover the cost of defending the case. That, in order to obtain the answer of the Provincial Government as to whether they will bear the expenses of defending the suit, a telegram be sent at once. That the Conference ask Messrs Bradshaw, Pyke, and Oliver to act as a deputation to present memorials to the Provincial Government. The further consideration of the question was adjourned till a reply had been received from the Provincial Government to the telegram sent.—On the 4th inst. the following telegram was received:—"Maerewhenua Case.—The question was some time ago considered by the Executive, who decided it was inexpedient to promote Government to interfere on either side. In all probability the question will come before the Provincial Council.—A. Willis, Clerk to Executive Council." The matter then dropped. bbox=[5, 71, 157, 474]
column-rule bbox=[948, 28, 949, 1462]
charges-list bbox=[637, 588, 787, 693]
column-1 bbox=[2, 28, 160, 2002]
charge-value: 10 0 bbox=[771, 654, 787, 665]
divider bbox=[659, 725, 765, 726]
